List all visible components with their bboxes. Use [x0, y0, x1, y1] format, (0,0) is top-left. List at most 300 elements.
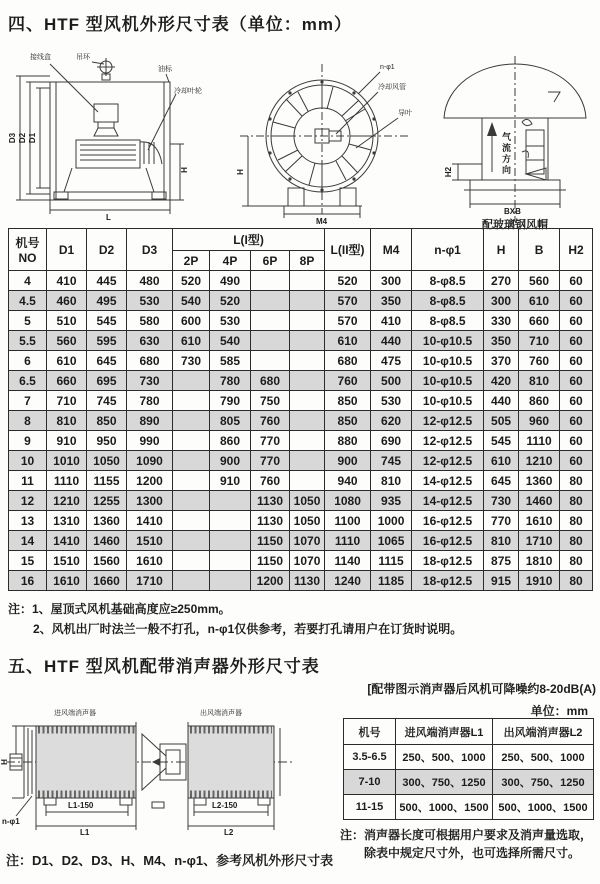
- lifting-ring-label: 吊环: [76, 54, 90, 61]
- roof-view-shapes: [430, 52, 600, 230]
- cell: 850: [87, 411, 127, 431]
- cell: 1115: [371, 551, 412, 571]
- cell: 16-φ12.5: [412, 511, 484, 531]
- cell: [173, 431, 210, 451]
- cell: 1255: [87, 491, 127, 511]
- col-header-d3: D3: [127, 229, 173, 271]
- cell: 960: [519, 411, 560, 431]
- table-row: [9, 311, 593, 331]
- no-label: 机号: [15, 236, 40, 250]
- cell: 570: [325, 291, 371, 311]
- cell: [210, 531, 251, 551]
- cell: 1560: [87, 551, 127, 571]
- cell: 4.5: [9, 291, 47, 311]
- cell: 500: [371, 371, 412, 391]
- dim-h2-roof: H2: [444, 166, 454, 178]
- cell: 760: [251, 411, 290, 431]
- dim-l2: L2: [224, 828, 234, 837]
- cell: 370: [484, 351, 519, 371]
- cell: 250、500、1000: [493, 745, 594, 770]
- cell: 850: [325, 411, 371, 431]
- cell: 16-φ12.5: [412, 531, 484, 551]
- cell: 610: [325, 331, 371, 351]
- cell: 80: [560, 511, 593, 531]
- cell: 1110: [519, 431, 560, 451]
- cell: 10-φ10.5: [412, 331, 484, 351]
- cell: [173, 451, 210, 471]
- cell: 940: [325, 471, 371, 491]
- table-row: [9, 431, 593, 451]
- cell: 1510: [47, 551, 87, 571]
- cell: 3.5-6.5: [344, 745, 396, 770]
- cell: [290, 471, 325, 491]
- table2-note-line2: 除表中规定尺寸外，也可选择所需尺寸。: [364, 846, 581, 860]
- cell: 505: [484, 411, 519, 431]
- cell: 14-φ12.5: [412, 491, 484, 511]
- silencer-dimension-table: [343, 718, 594, 820]
- unit-label: 单位：mm: [530, 704, 588, 718]
- cell: 1460: [87, 531, 127, 551]
- cell: 6.5: [9, 371, 47, 391]
- cell: 770: [484, 511, 519, 531]
- cell: 510: [47, 311, 87, 331]
- cell: 1200: [251, 571, 290, 591]
- cell: 270: [484, 271, 519, 291]
- cell: 1010: [47, 451, 87, 471]
- col-header-m4: M4: [371, 229, 412, 271]
- cell: 1155: [87, 471, 127, 491]
- table-row: [9, 291, 593, 311]
- cell: 11-15: [344, 795, 396, 820]
- cell: [173, 471, 210, 491]
- cell: 790: [210, 391, 251, 411]
- col-header-d2: D2: [87, 229, 127, 271]
- cell: 1300: [127, 491, 173, 511]
- cell: 80: [560, 531, 593, 551]
- cell: 60: [560, 331, 593, 351]
- cell: 770: [251, 451, 290, 471]
- cell: [173, 571, 210, 591]
- table-row: [344, 795, 594, 820]
- airflow-direction-label: 气流方向: [501, 132, 511, 176]
- roof-fan-drawing: [430, 52, 600, 230]
- silencer-header-row: [344, 719, 594, 745]
- cell: 1910: [519, 571, 560, 591]
- guide-vane-label: 导叶: [398, 110, 412, 117]
- cell: 80: [560, 551, 593, 571]
- cell: 1210: [519, 451, 560, 471]
- cell: 780: [127, 391, 173, 411]
- cell: 620: [371, 411, 412, 431]
- cell: [251, 291, 290, 311]
- silencer-assembly-drawing: [2, 698, 300, 842]
- cell: 520: [210, 291, 251, 311]
- cell: 1460: [519, 491, 560, 511]
- dim-h-silencer: H: [0, 759, 9, 765]
- cell: 680: [127, 351, 173, 371]
- cell: 495: [87, 291, 127, 311]
- cell: 11: [9, 471, 47, 491]
- cell: 440: [371, 331, 412, 351]
- cell: 1000: [371, 511, 412, 531]
- cell: 475: [371, 351, 412, 371]
- cell: 1210: [47, 491, 87, 511]
- cell: 780: [210, 371, 251, 391]
- table-row: [344, 745, 594, 770]
- cell: 1310: [47, 511, 87, 531]
- cell: 630: [127, 331, 173, 351]
- cell: 300: [484, 291, 519, 311]
- cell: 60: [560, 351, 593, 371]
- table-row: [9, 371, 593, 391]
- cell: [210, 551, 251, 571]
- cell: 890: [127, 411, 173, 431]
- cell: [173, 391, 210, 411]
- cell: 10-φ10.5: [412, 351, 484, 371]
- cell: 60: [560, 271, 593, 291]
- cell: 1240: [325, 571, 371, 591]
- inlet-silencer-label: 进风端消声器: [54, 710, 96, 717]
- fan-dimension-table: [8, 228, 593, 591]
- dim-d1: D1: [28, 132, 38, 144]
- table-row: [9, 571, 593, 591]
- dim-d3: D3: [8, 132, 18, 144]
- cell: 350: [484, 331, 519, 351]
- cell: 14-φ12.5: [412, 471, 484, 491]
- cell: 660: [519, 311, 560, 331]
- outlet-silencer-label: 出风端消声器: [200, 710, 242, 717]
- junction-box-label: 接线盒: [30, 54, 51, 61]
- table-row: [9, 511, 593, 531]
- col-header-n-phi1: n-φ1: [412, 229, 484, 271]
- cell: 60: [560, 371, 593, 391]
- header-row-1: [9, 229, 593, 251]
- cell: 1360: [519, 471, 560, 491]
- cell: 1200: [127, 471, 173, 491]
- cell: 350: [371, 291, 412, 311]
- cell: 410: [47, 271, 87, 291]
- cell: 530: [210, 311, 251, 331]
- cell: 18-φ12.5: [412, 551, 484, 571]
- frp-cap-caption: 配玻璃钢风帽: [482, 219, 548, 231]
- cell: 900: [325, 451, 371, 471]
- cell: 875: [484, 551, 519, 571]
- bolt-holes-label: n-φ1: [380, 64, 395, 71]
- col-header-4p: 4P: [210, 251, 251, 271]
- cell: 7-10: [344, 770, 396, 795]
- col-header-l1: L(I型): [173, 229, 325, 251]
- cell: 80: [560, 471, 593, 491]
- noise-reduction-note: [配带图示消声器后风机可降噪约8-20dB(A): [367, 682, 596, 696]
- table-row: [9, 391, 593, 411]
- dim-d2: D2: [18, 132, 28, 144]
- cell: 610: [173, 331, 210, 351]
- cell: 250、500、1000: [396, 745, 493, 770]
- cell: 595: [87, 331, 127, 351]
- cell: 695: [87, 371, 127, 391]
- table-row: [9, 411, 593, 431]
- cell: 540: [173, 291, 210, 311]
- cell: 10-φ10.5: [412, 391, 484, 411]
- cell: [290, 451, 325, 471]
- cell: 12: [9, 491, 47, 511]
- cell: 1130: [290, 571, 325, 591]
- col-header-no: [9, 229, 47, 271]
- table1-note-line2: 2、风机出厂时法兰一般不打孔，n-φ1仅供参考，若要打孔请用户在订货时说明。: [33, 622, 463, 636]
- cell: 60: [560, 291, 593, 311]
- cell: 600: [173, 311, 210, 331]
- cell: 1710: [127, 571, 173, 591]
- cell: 610: [484, 451, 519, 471]
- cell: 645: [484, 471, 519, 491]
- cell: 1110: [47, 471, 87, 491]
- cell: 730: [484, 491, 519, 511]
- cell: 860: [519, 391, 560, 411]
- cell: 1510: [127, 531, 173, 551]
- table1-note-line1: 注：1、屋顶式风机基础高度应≥250mm。: [8, 602, 231, 616]
- cell: 1070: [290, 531, 325, 551]
- cell: 8-φ8.5: [412, 291, 484, 311]
- cell: 6: [9, 351, 47, 371]
- side-view-shapes: [6, 52, 232, 226]
- cell: 8-φ8.5: [412, 311, 484, 331]
- dim-l1-150: L1-150: [68, 801, 94, 810]
- cell: 410: [371, 311, 412, 331]
- cell: [290, 431, 325, 451]
- no-sub-label: NO: [18, 251, 37, 265]
- cell: 1140: [325, 551, 371, 571]
- cell: 560: [519, 271, 560, 291]
- cell: 1050: [87, 451, 127, 471]
- cell: 1185: [371, 571, 412, 591]
- cell: 500、1000、1500: [493, 795, 594, 820]
- cell: 730: [127, 371, 173, 391]
- cell: 680: [325, 351, 371, 371]
- table-row: [9, 331, 593, 351]
- cell: 5: [9, 311, 47, 331]
- cell: 300、750、1250: [396, 770, 493, 795]
- cell: 500、1000、1500: [396, 795, 493, 820]
- cell: 935: [371, 491, 412, 511]
- cell: [251, 351, 290, 371]
- cooling-impeller-label: 冷却叶轮: [174, 88, 202, 95]
- dim-n-phi1-silencer: n-φ1: [2, 817, 20, 826]
- cell: 1050: [290, 491, 325, 511]
- dim-m4: M4: [316, 217, 328, 226]
- cell: 460: [47, 291, 87, 311]
- table-row: [9, 351, 593, 371]
- table-row: [9, 551, 593, 571]
- cell: 4: [9, 271, 47, 291]
- cell: 520: [325, 271, 371, 291]
- silencer-shapes: [2, 698, 300, 842]
- cell: 14: [9, 531, 47, 551]
- col-header-inlet-l1: 进风端消声器L1: [396, 719, 493, 745]
- cell: 850: [325, 391, 371, 411]
- cell: [290, 411, 325, 431]
- cell: 750: [251, 391, 290, 411]
- cell: 810: [519, 371, 560, 391]
- cell: 710: [47, 391, 87, 411]
- col-header-l2: L(II型): [325, 229, 371, 271]
- cell: 300: [371, 271, 412, 291]
- cell: 540: [210, 331, 251, 351]
- cell: 420: [484, 371, 519, 391]
- cell: 610: [519, 291, 560, 311]
- cell: 80: [560, 491, 593, 511]
- cell: 1130: [251, 511, 290, 531]
- cell: [251, 271, 290, 291]
- cell: 760: [519, 351, 560, 371]
- table-row: [9, 531, 593, 551]
- cell: 1130: [251, 491, 290, 511]
- cell: 445: [87, 271, 127, 291]
- cell: 660: [47, 371, 87, 391]
- cell: [173, 531, 210, 551]
- col-header-h: H: [484, 229, 519, 271]
- cell: [290, 331, 325, 351]
- cell: 680: [251, 371, 290, 391]
- cell: 585: [210, 351, 251, 371]
- cell: 8-φ8.5: [412, 271, 484, 291]
- table2-note-line1: 注：消声器长度可根据用户要求及消声量选取，: [340, 828, 593, 842]
- cell: 690: [371, 431, 412, 451]
- cell: 915: [484, 571, 519, 591]
- cell: 860: [210, 431, 251, 451]
- cell: 1610: [127, 551, 173, 571]
- oil-gauge-label: 油标: [158, 66, 172, 73]
- cell: 560: [47, 331, 87, 351]
- cell: 1065: [371, 531, 412, 551]
- cell: 13: [9, 511, 47, 531]
- cell: 7: [9, 391, 47, 411]
- cell: 10: [9, 451, 47, 471]
- fan-front-view-drawing: [232, 52, 432, 226]
- cell: 745: [371, 451, 412, 471]
- table-row: [9, 271, 593, 291]
- cell: 810: [371, 471, 412, 491]
- cell: [210, 511, 251, 531]
- cell: 645: [87, 351, 127, 371]
- cell: 1150: [251, 531, 290, 551]
- cell: 530: [371, 391, 412, 411]
- cell: 5.5: [9, 331, 47, 351]
- cell: [210, 571, 251, 591]
- cell: 330: [484, 311, 519, 331]
- cell: [173, 551, 210, 571]
- cell: 745: [87, 391, 127, 411]
- cell: 490: [210, 271, 251, 291]
- table-row: [9, 491, 593, 511]
- section4-title: 四、HTF 型风机外形尺寸表（单位：mm）: [8, 15, 352, 34]
- cell: 60: [560, 311, 593, 331]
- cell: 1070: [290, 551, 325, 571]
- cell: 18-φ12.5: [412, 571, 484, 591]
- cell: 9: [9, 431, 47, 451]
- table-row: [344, 770, 594, 795]
- cell: 1710: [519, 531, 560, 551]
- cell: 60: [560, 431, 593, 451]
- table-row: [9, 451, 593, 471]
- cell: [251, 331, 290, 351]
- cell: [290, 351, 325, 371]
- cell: [290, 391, 325, 411]
- fan-side-view-drawing: [6, 52, 232, 226]
- dim-bxb: BXB: [504, 207, 521, 216]
- cell: [173, 491, 210, 511]
- cell: 8: [9, 411, 47, 431]
- col-header-d1: D1: [47, 229, 87, 271]
- cell: 1610: [519, 511, 560, 531]
- cell: [290, 371, 325, 391]
- dim-l2-150: L2-150: [212, 801, 238, 810]
- cell: 1090: [127, 451, 173, 471]
- cell: 10-φ10.5: [412, 371, 484, 391]
- cell: [251, 311, 290, 331]
- cell: 910: [47, 431, 87, 451]
- bottom-reference-note: 注：D1、D2、D3、H、M4、n-φ1、参考风机外形尺寸表: [6, 853, 334, 868]
- col-header-2p: 2P: [173, 251, 210, 271]
- dim-h-front: H: [235, 169, 245, 175]
- col-header-fan-no: 机号: [344, 719, 396, 745]
- cell: 16: [9, 571, 47, 591]
- cell: 710: [519, 331, 560, 351]
- col-header-8p: 8P: [290, 251, 325, 271]
- cell: [290, 311, 325, 331]
- cell: [173, 511, 210, 531]
- cell: 1660: [87, 571, 127, 591]
- cell: [290, 271, 325, 291]
- cell: 440: [484, 391, 519, 411]
- cell: 1410: [47, 531, 87, 551]
- cell: 580: [127, 311, 173, 331]
- cell: 760: [325, 371, 371, 391]
- cell: 1610: [47, 571, 87, 591]
- cell: [210, 491, 251, 511]
- cell: 900: [210, 451, 251, 471]
- cell: 60: [560, 391, 593, 411]
- cell: 300、750、1250: [493, 770, 594, 795]
- cell: [173, 411, 210, 431]
- cell: 1050: [290, 511, 325, 531]
- cell: 770: [251, 431, 290, 451]
- cell: [290, 291, 325, 311]
- section5-title: 五、HTF 型风机配带消声器外形尺寸表: [8, 657, 320, 676]
- cell: 60: [560, 411, 593, 431]
- col-header-outlet-l2: 出风端消声器L2: [493, 719, 594, 745]
- cell: 805: [210, 411, 251, 431]
- col-header-b: B: [519, 229, 560, 271]
- cell: 80: [560, 571, 593, 591]
- cell: 1100: [325, 511, 371, 531]
- cell: 530: [127, 291, 173, 311]
- cell: 1410: [127, 511, 173, 531]
- cell: 910: [210, 471, 251, 491]
- cell: 990: [127, 431, 173, 451]
- cell: 480: [127, 271, 173, 291]
- cell: 545: [484, 431, 519, 451]
- cell: 12-φ12.5: [412, 451, 484, 471]
- col-header-h2: H2: [560, 229, 593, 271]
- cell: 1810: [519, 551, 560, 571]
- cell: 810: [484, 531, 519, 551]
- col-header-6p: 6P: [251, 251, 290, 271]
- cell: 570: [325, 311, 371, 331]
- front-view-shapes: [232, 52, 432, 226]
- cell: 880: [325, 431, 371, 451]
- cell: 1150: [251, 551, 290, 571]
- cell: 1110: [325, 531, 371, 551]
